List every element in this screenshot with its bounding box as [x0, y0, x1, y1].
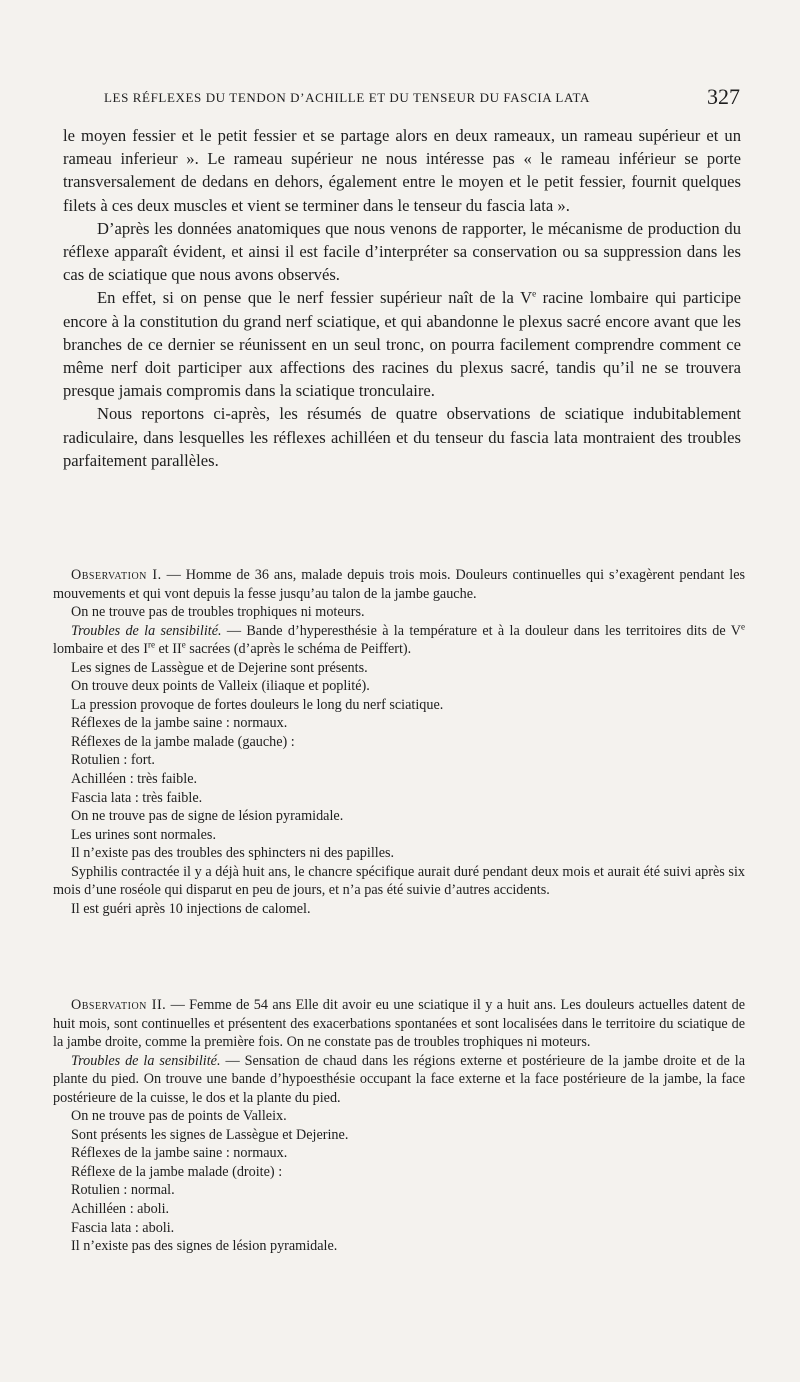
line: Il n’existe pas des troubles des sphincters ni des papilles.	[71, 845, 395, 862]
text-run: — Homme de 36 ans, malade depuis trois mois. Douleurs continuelles qui s’exagèrent pendant les mouvements et qui vont depuis la fesse jusqu’au talon de la jambe gauche.	[53, 567, 746, 602]
line: Réflexes de la jambe saine : normaux.	[71, 1145, 288, 1162]
observation-1	[53, 566, 745, 918]
paragraph: le moyen fessier et le petit fessier et se partage alors en deux rameaux, un rameau supérieur et un rameau inferieur ». Le rameau supérieur ne nous intéresse pas « le rameau inférieur se porte transversalement de dedans en dehors, également entre le moyen et le petit fessier, fournit quelques filets à ces deux muscles et vient se terminer dans le tenseur du fascia lata ».	[63, 126, 741, 215]
superscript: e	[741, 620, 745, 631]
text-run: — Femme de 54 ans Elle dit avoir eu une sciatique il y a huit ans. Les douleurs actuelles datent de huit mois, sont continuelles et présentent des exacerbations spontanées et sont localisées dans le territoire du sciatique de la jambe droite, comme la première fois. On ne constate pas de troubles trophiques ni moteurs.	[53, 997, 745, 1051]
line: Fascia lata : très faible.	[71, 789, 203, 806]
section-label: Troubles de la sensibilité.	[71, 1052, 221, 1069]
page-header	[104, 84, 740, 112]
text-run: racine lombaire qui participe encore à la constitution du grand nerf sciatique, et qui abandonne le plexus sacré encore avant que les branches de ce dernier se réunissent en un seul tronc, on pourra facilement comprendre comment ce même nerf doit participer aux affections des racines du plexus sacré, tandis qu’il ne se trouvera presque jamais compromis dans la sciatique tronculaire.	[63, 288, 741, 401]
line: Fascia lata : aboli.	[71, 1219, 175, 1236]
paragraph	[63, 286, 741, 402]
line: La pression provoque de fortes douleurs le long du nerf sciatique.	[71, 696, 444, 713]
sensibility-paragraph	[53, 622, 745, 659]
line: Achilléen : aboli.	[71, 1201, 170, 1218]
sensibility-paragraph	[53, 1052, 745, 1108]
superscript: e	[181, 639, 186, 650]
line: Syphilis contractée il y a déjà huit ans, le chancre spécifique aurait duré pendant deux mois et aurait été suivi après six mois d’une roséole qui disparut en peu de jours, et n’a pas été suivie d’autres accidents.	[53, 863, 745, 899]
superscript: re	[147, 639, 155, 650]
superscript: e	[532, 288, 537, 299]
observation-2	[53, 996, 745, 1256]
line: Les signes de Lassègue et de Dejerine sont présents.	[71, 659, 368, 676]
line: Il est guéri après 10 injections de calomel.	[71, 900, 311, 917]
line: On ne trouve pas de signe de lésion pyramidale.	[71, 808, 344, 825]
line: Rotulien : fort.	[71, 752, 155, 769]
paragraph: Nous reportons ci-après, les résumés de quatre observations de sciatique indubitablement radiculaire, dans lesquelles les réflexes achilléen et du tenseur du fascia lata montraient des troubles parfaitement parallèles.	[63, 404, 741, 470]
main-text	[63, 124, 741, 472]
line: Les urines sont normales.	[71, 826, 216, 843]
observation-heading: Observation II.	[71, 997, 167, 1013]
observation-intro	[53, 996, 745, 1052]
line: On ne trouve pas de points de Valleix.	[71, 1108, 287, 1125]
running-head: LES RÉFLEXES DU TENDON D’ACHILLE ET DU TENSEUR DU FASCIA LATA	[104, 90, 590, 105]
text-run: et II	[154, 641, 182, 658]
line: On trouve deux points de Valleix (iliaque et poplité).	[71, 678, 370, 695]
line: Sont présents les signes de Lassègue et Dejerine.	[71, 1126, 349, 1143]
line: Réflexes de la jambe malade (gauche) :	[71, 733, 295, 750]
line: Réflexe de la jambe malade (droite) :	[71, 1163, 283, 1180]
text-run: lombaire et des I	[53, 641, 148, 658]
paragraph: D’après les données anatomiques que nous venons de rapporter, le mécanisme de production du réflexe apparaît évident, et ainsi il est facile d’interpréter sa conservation ou sa suppression dans les cas de sciatique que nous avons observés.	[63, 218, 741, 285]
line: On ne trouve pas de troubles trophiques ni moteurs.	[71, 604, 365, 621]
text-run: — Sensation de chaud dans les régions externe et postérieure de la jambe droite et de la plante du pied. On trouve une bande d’hypoesthésie occupant la face externe et la face postérieure de la jambe, la face postérieure de la cuisse, le dos et la plante du pied.	[53, 1052, 745, 1106]
text-run: sacrées (d’après le schéma de Peiffert).	[185, 641, 412, 658]
line: Achilléen : très faible.	[71, 771, 198, 788]
page-number: 327	[707, 84, 740, 109]
line: Rotulien : normal.	[71, 1182, 175, 1199]
line: Réflexes de la jambe saine : normaux.	[71, 715, 288, 732]
observation-heading: Observation I.	[71, 567, 162, 583]
text-run: — Bande d’hyperesthésie à la température et à la douleur dans les territoires dits de V	[221, 622, 741, 639]
line: Il n’existe pas des signes de lésion pyramidale.	[71, 1238, 338, 1255]
observation-intro	[53, 566, 745, 603]
section-label: Troubles de la sensibilité.	[71, 622, 222, 639]
text-run: En effet, si on pense que le nerf fessier supérieur naît de la V	[97, 288, 533, 308]
